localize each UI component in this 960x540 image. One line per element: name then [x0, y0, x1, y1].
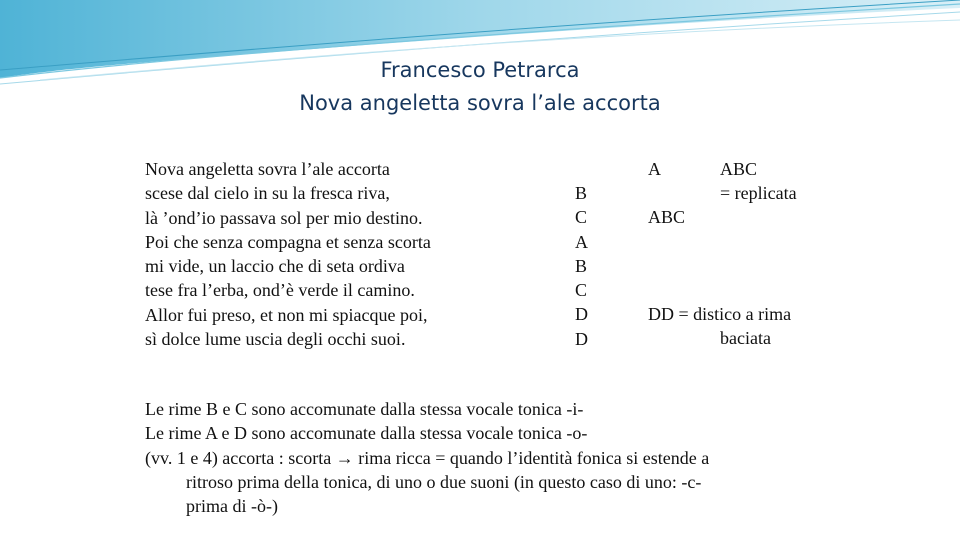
rhyme-scheme: [575, 181, 588, 351]
annotation-baciata: baciata: [720, 328, 771, 348]
annotation-abc-second: ABC: [648, 207, 686, 227]
rhyme-letter: C: [575, 280, 588, 301]
note-line: Le rime A e D sono accomunate dalla stessa vocale tonica -o-: [145, 423, 588, 444]
note-line: Le rime B e C sono accomunate dalla stessa vocale tonica -i-: [145, 399, 584, 419]
rhyme-letter: C: [575, 207, 588, 228]
rhyme-letter: A: [575, 231, 588, 252]
note-line-continued: ritroso prima della tonica, di uno o due suoni (in questo caso di uno: -c-: [186, 471, 702, 492]
poem-line: sì dolce lume uscia degli occhi suoi.: [145, 329, 406, 350]
note-line: (vv. 1 e 4) accorta : scorta → rima ricca = quando l’identità fonica si estende a: [145, 447, 710, 468]
rhyme-letter-first: A: [648, 159, 661, 179]
rhyme-letter: B: [575, 255, 588, 276]
annotation-replicata: = replicata: [720, 183, 797, 203]
rhyme-letter: B: [575, 183, 588, 203]
poem-line: mi vide, un laccio che di seta ordiva: [145, 256, 405, 277]
analysis-notes: [145, 397, 835, 518]
poem-text: [145, 157, 431, 351]
title-author: Francesco Petrarca: [380, 58, 580, 82]
rhyme-letter: D: [575, 304, 588, 325]
annotation-distico: DD = distico a rima: [648, 304, 792, 324]
title-poem: Nova angeletta sovra l’ale accorta: [299, 91, 661, 115]
rhyme-letter: D: [575, 328, 588, 349]
poem-line: tese fra l’erba, ond’è verde il camino.: [145, 280, 415, 301]
poem-line: Nova angeletta sovra l’ale accorta: [145, 159, 390, 179]
poem-line: scese dal cielo in su la fresca riva,: [145, 183, 390, 204]
poem-line: là ’ond’io passava sol per mio destino.: [145, 207, 423, 228]
annotation-abc: ABC: [720, 159, 758, 179]
poem-line: Poi che senza compagna et senza scorta: [145, 231, 431, 252]
poem-line: Allor fui preso, et non mi spiacque poi,: [145, 304, 428, 325]
note-line-continued: prima di -ò-): [186, 496, 278, 517]
